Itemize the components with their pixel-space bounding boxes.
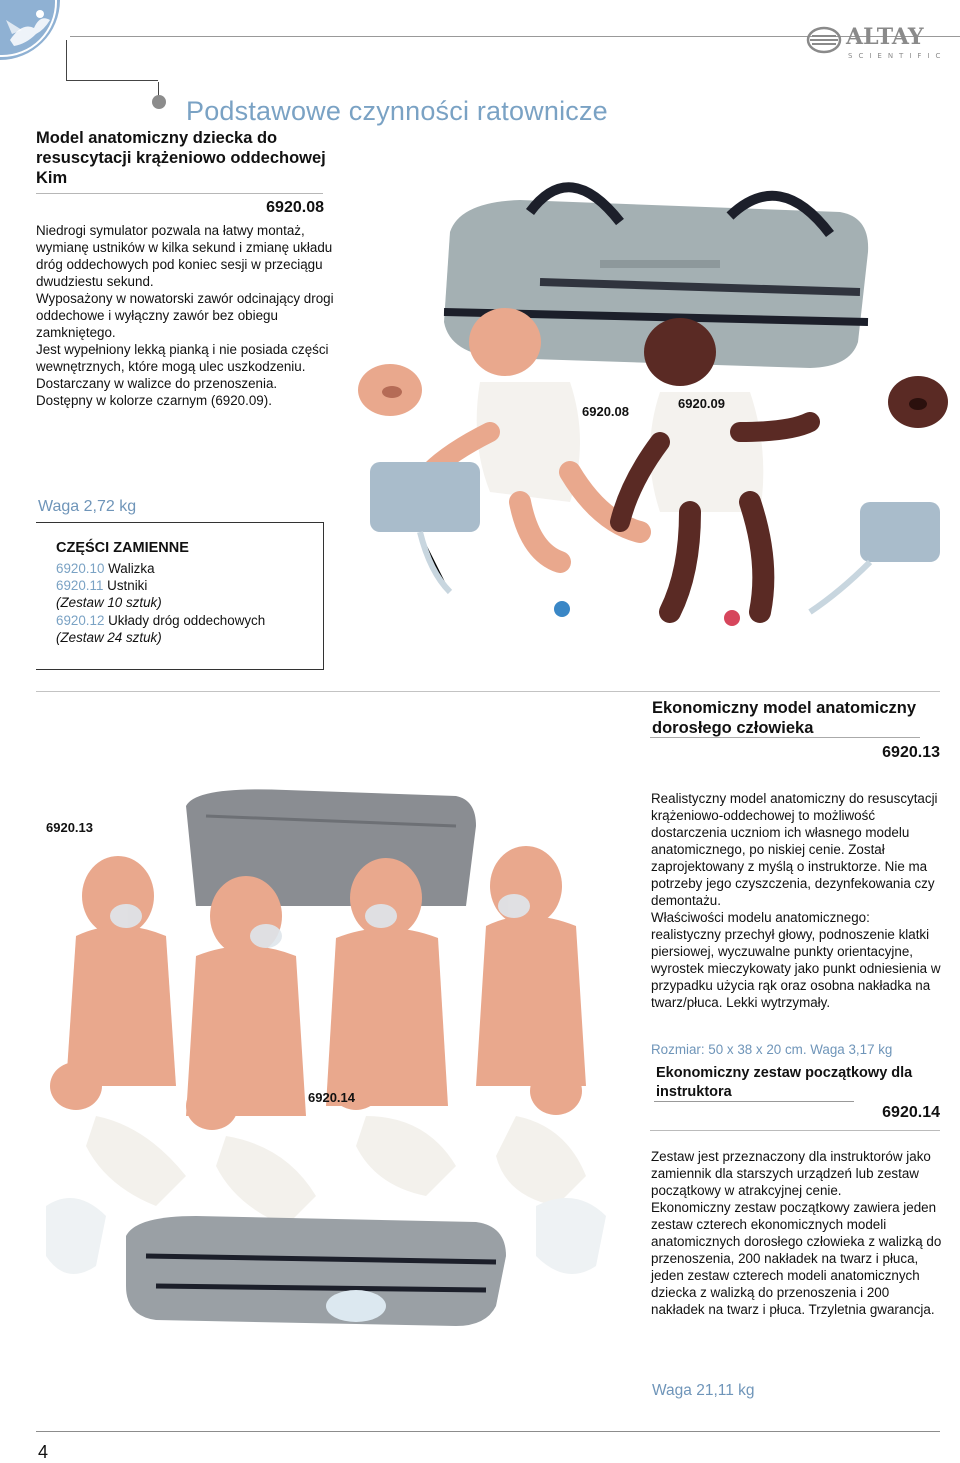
title-rule [650, 737, 920, 738]
list-item: 6920.11 Ustniki [56, 578, 148, 594]
product-code: 6920.13 [882, 744, 940, 761]
product-title: Model anatomiczny dziecka do resuscytacji krążeniowo oddechowej Kim [36, 129, 326, 187]
spare-parts-list [56, 560, 265, 646]
image-label: 6920.09 [678, 396, 725, 411]
section-divider [36, 691, 940, 692]
description-paragraph: Ekonomiczny zestaw początkowy zawiera jeden zestaw czterech ekonomicznych modeli anatomicznych dorosłego człowieka z walizką do przenoszenia, 200 nakładek na twarz i płuca, jeden zestaw czterech modeli anatomicznych dziecka z walizką do przenoszenia i 200 nakładek na twarz i płuca. Trzyletnia gwarancja. [651, 1200, 942, 1317]
title-rule [654, 1101, 854, 1102]
description-paragraph: Zestaw jest przeznaczony dla instruktorów jako zamiennik dla starszych urządzeń lub zestaw początkowy w atrakcyjnej cenie. [651, 1149, 931, 1198]
header-dot [152, 95, 166, 109]
description-paragraph: Wyposażony w nowatorski zawór odcinający drogi oddechowe i wyłączny zawór bez obiegu zamkniętego. [36, 291, 334, 340]
description-paragraph: Dostępny w kolorze czarnym (6920.09). [36, 393, 272, 408]
list-item-note: (Zestaw 10 sztuk) [56, 595, 162, 611]
altay-logo [804, 18, 947, 62]
infant-manikin-photo [340, 172, 950, 632]
spare-parts-title: CZĘŚCI ZAMIENNE [56, 540, 189, 556]
product-code: 6920.08 [266, 199, 324, 216]
footer-rule [36, 1431, 940, 1432]
svg-text:ALTAY: ALTAY [846, 24, 924, 50]
adult-manikin-kit-photo [36, 786, 614, 1346]
list-item-note: (Zestaw 24 sztuk) [56, 629, 162, 645]
list-item: 6920.12 Układy dróg oddechowych [56, 612, 266, 628]
product-description [651, 1148, 943, 1318]
title-rule [650, 1130, 940, 1131]
svg-text:SCIENTIFIC: SCIENTIFIC [848, 52, 947, 60]
product-title: Ekonomiczny model anatomiczny dorosłego człowieka [652, 699, 917, 737]
title-rule [36, 193, 323, 194]
description-paragraph: Właściwości modelu anatomicznego: realistyczny przechył głowy, podnoszenie klatki piersiowej, wyczuwalne punkty orientacyjne, wyrostek mieczykowaty jako punkt odniesienia w przypadku użycia rąk oraz osobna nakładka na twarz/płuca. Lekki wytrzymały. [651, 910, 941, 1010]
product-description [651, 790, 941, 1011]
description-paragraph: Jest wypełniony lekką pianką i nie posiada części wewnętrznych, które mogą ulec uszkodzeniu. Dostarczany w walizce do przenoszenia. [36, 342, 329, 391]
product-weight: Waga 2,72 kg [38, 498, 137, 515]
header-bracket-line [66, 40, 67, 80]
image-label: 6920.13 [46, 820, 93, 835]
product-weight: Waga 21,11 kg [652, 1382, 755, 1399]
page-number: 4 [38, 1442, 49, 1462]
product-size-weight: Rozmiar: 50 x 38 x 20 cm. Waga 3,17 kg [651, 1042, 893, 1057]
image-label: 6920.14 [308, 1090, 355, 1105]
image-label: 6920.08 [582, 404, 629, 419]
rescue-logo-icon [0, 0, 74, 74]
section-title: Podstawowe czynności ratownicze [186, 96, 608, 126]
list-item: 6920.10 Walizka [56, 561, 155, 576]
header-bracket-line [66, 80, 158, 81]
description-paragraph: Realistyczny model anatomiczny do resuscytacji krążeniowo-oddechowej to możliwość dostarczenia uczniom ich własnego modelu anatomicznego, po niskiej cenie. Został zaprojektowany z myślą o instruktorze. Nie ma potrzeby jego czyszczenia, dezynfekowania czy demontażu. [651, 791, 938, 908]
product-description [36, 222, 336, 409]
product-code: 6920.14 [882, 1104, 940, 1121]
description-paragraph: Niedrogi symulator pozwala na łatwy montaż, wymianę ustników w kilka sekund i zmianę układu dróg oddechowych pod koniec sesji w przeciągu dwudziestu sekund. [36, 223, 333, 289]
product-title: Ekonomiczny zestaw początkowy dla instruktora [656, 1065, 913, 1100]
